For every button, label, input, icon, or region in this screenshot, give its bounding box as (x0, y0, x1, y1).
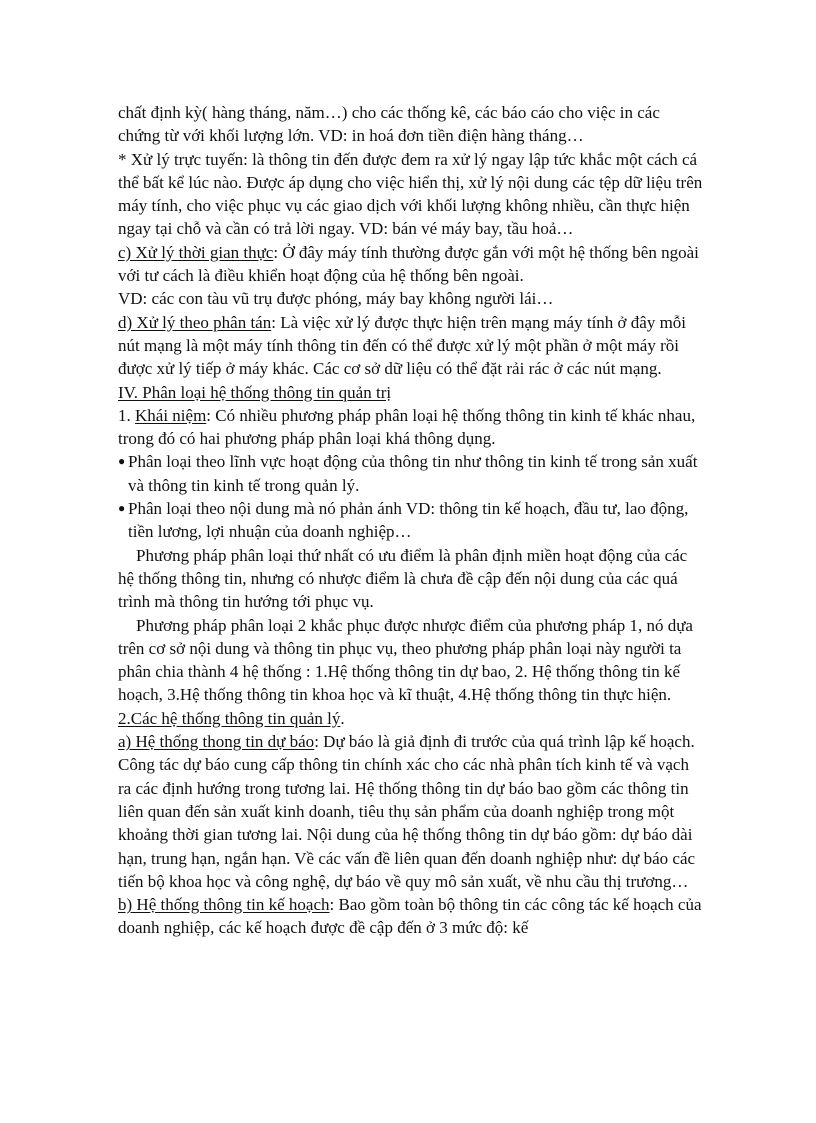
bullet-item (118, 450, 703, 497)
paragraph-online-processing: * Xử lý trực tuyến: là thông tin đến được đem ra xử lý ngay lập tức khắc một cách cá thể bất kể lúc nào. Được áp dụng cho việc hiển thị, xử lý nội dung các tệp dữ liệu trên máy tính, cho việc phục vụ các giao dịch với khối lượng không nhiều, cần thực hiện ngay tại chỗ và cần có trả lời ngay. VD: bán vé máy bay, tầu hoả… (118, 149, 703, 239)
document-page (118, 101, 703, 940)
heading-distributed-processing: d) Xử lý theo phân tán (118, 312, 272, 332)
bullet-icon: ● (118, 454, 126, 469)
concept-number: 1. (118, 405, 135, 425)
text-forecast-system: : Dự báo là giả định đi trước của quá trình lập kế hoạch. Công tác dự báo cung cấp thông tin chính xác cho các nhà phân tích kinh tế và vạch ra các định hướng trong tương lai. Hệ thống thông tin dự báo bao gồm các thông tin liên quan đến sản xuất kinh doanh, tiêu thụ sản phẩm của doanh nghiệp trong một khoảng thời gian tương lai. Nội dung của hệ thống thông tin dự báo gồm: dự báo dài hạn, trung hạn, ngắn hạn. Về các vấn đề liên quan đến doanh nghiệp như: dự báo các tiến bộ khoa học và công nghệ, dự báo về quy mô sản xuất, về nhu cầu thị trương… (118, 732, 696, 891)
heading-concept: Khái niệm (135, 405, 207, 425)
heading-realtime-processing: c) Xử lý thời gian thực (118, 242, 274, 262)
paragraph-realtime-processing (118, 241, 703, 288)
section-2-period: . (340, 708, 345, 728)
paragraph-forecast-system (118, 730, 703, 893)
bullet-item (118, 497, 703, 544)
section-iv-title: IV. Phân loại hệ thống thông tin quản trị (118, 382, 392, 402)
text-distributed-processing: : Là việc xử lý được thực hiện trên mạng máy tính ở đây mỗi nút mạng là một máy tính thông tin đến có thể được xử lý một phần ở một máy rồi được xử lý tiếp ở máy khác. Các cơ sở dữ liệu có thể đặt rải rác ở các nút mạng. (118, 312, 687, 379)
section-2-title: 2.Các hệ thống thông tin quản lý (118, 708, 341, 728)
text-planning-system: : Bao gồm toàn bộ thông tin các công tác kế hoạch của doanh nghiệp, các kế hoạch được đề cập đến ở 3 mức độ: kế (118, 895, 702, 938)
paragraph-distributed-processing (118, 311, 703, 381)
paragraph-concept (118, 404, 703, 451)
heading-forecast-system: a) Hệ thống thong tin dự báo (118, 732, 315, 752)
text-concept: : Có nhiều phương pháp phân loại hệ thống thông tin kinh tế khác nhau, trong đó có hai phương pháp phân loại khá thông dụng. (118, 405, 696, 449)
paragraph-planning-system (118, 893, 703, 940)
text-realtime-processing: : Ở đây máy tính thường được gắn với một hệ thống bên ngoài với tư cách là điều khiển hoạt động của hệ thống bên ngoài. (118, 242, 699, 286)
bullet-text: Phân loại theo nội dung mà nó phản ánh VD: thông tin kế hoạch, đầu tư, lao động, tiền lương, lợi nhuận của doanh nghiệp… (128, 499, 689, 542)
paragraph-realtime-example: VD: các con tàu vũ trụ được phóng, máy bay không người lái… (118, 289, 554, 309)
bullet-icon: ● (118, 501, 126, 516)
bullet-text: Phân loại theo lĩnh vực hoạt động của thông tin như thông tin kinh tế trong sản xuất và thông tin kinh tế trong quản lý. (128, 452, 698, 495)
paragraph-method-two: Phương pháp phân loại 2 khắc phục được nhược điểm của phương pháp 1, nó dựa trên cơ sở nội dung và thông tin phục vụ, theo phương pháp phân loại này người ta phân chia thành 4 hệ thống : 1.Hệ thống thông tin dự bao, 2. Hệ thống thông tin kế hoạch, 3.Hệ thống thông tin khoa học và kĩ thuật, 4.Hệ thống thông tin thực hiện. (118, 615, 693, 705)
section-heading-2 (118, 707, 703, 730)
paragraph-method-one: Phương pháp phân loại thứ nhất có ưu điểm là phân định miền hoạt động của các hệ thống thông tin, nhưng có nhược điểm là chưa đề cập đến nội dung của các quá trình mà thông tin hướng tới phục vụ. (118, 545, 688, 612)
paragraph-batch-processing-end: chất định kỳ( hàng tháng, năm…) cho các thống kê, các báo cáo cho việc in các chứng từ với khối lượng lớn. VD: in hoá đơn tiền điện hàng tháng… (118, 103, 660, 146)
section-heading-iv (118, 381, 703, 404)
heading-planning-system: b) Hệ thống thông tin kế hoạch (118, 895, 330, 915)
